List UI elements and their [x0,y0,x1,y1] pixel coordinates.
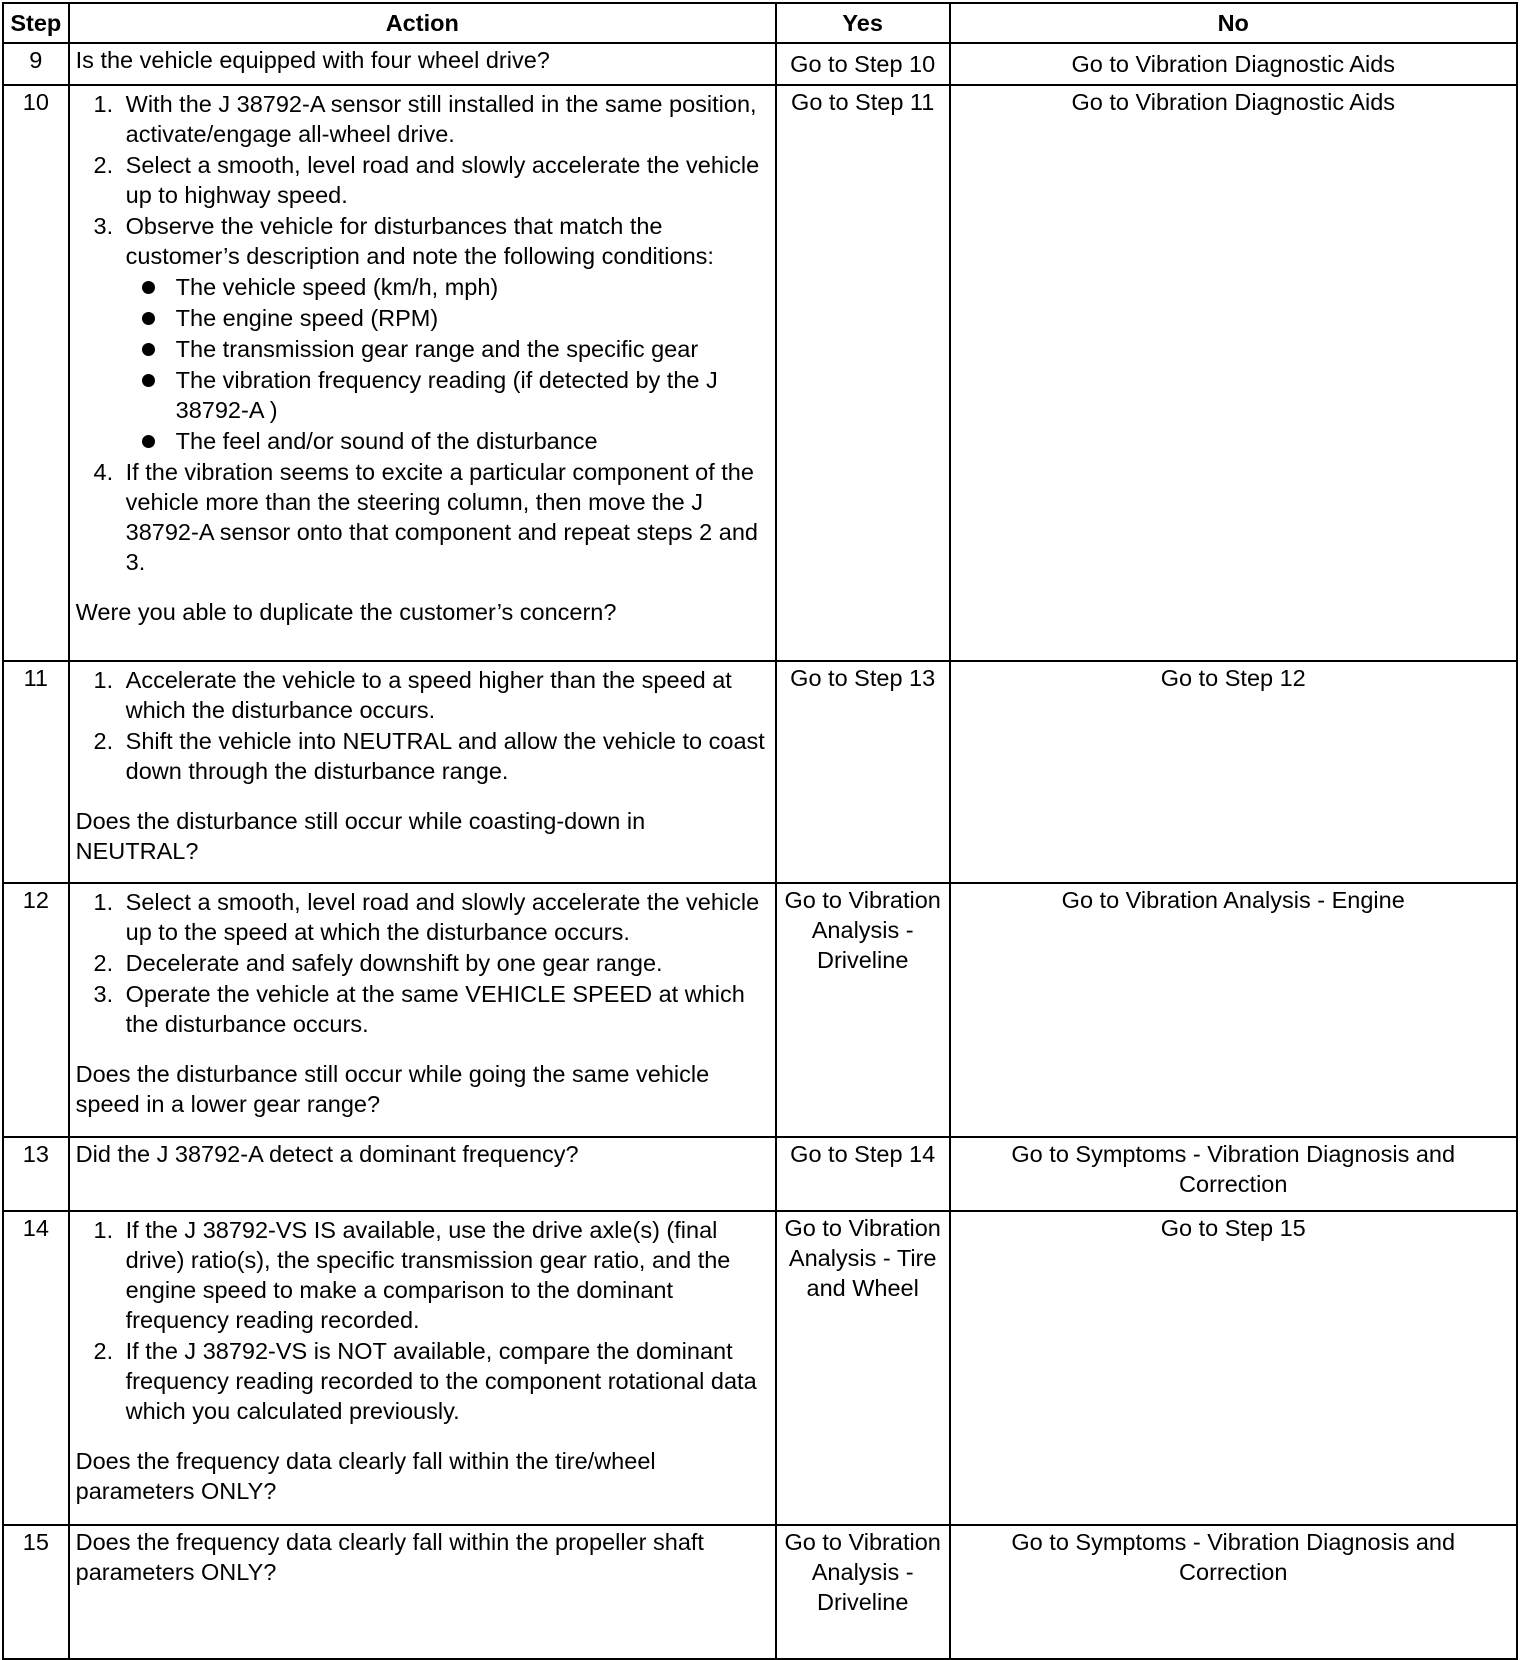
header-step: Step [3,3,69,43]
table-row [3,85,1517,661]
yes-result: Go to Step 10 [776,43,950,85]
no-result: Go to Step 15 [950,1211,1518,1525]
procedure-item: 2. If the J 38792-VS is NOT available, compare the dominant frequency reading recorded to the component rotational data which you calculated previously. [120,1336,769,1426]
step-number: 15 [3,1525,69,1659]
step-number: 11 [3,661,69,883]
yes-result: Go to Vibration Analysis - Driveline [776,883,950,1137]
step-number: 13 [3,1137,69,1211]
no-result: Go to Symptoms - Vibration Diagnosis and Correction [950,1525,1518,1659]
yes-result: Go to Step 11 [776,85,950,661]
table-row [3,43,1517,85]
condition-item: The engine speed (RPM) [168,303,769,333]
procedure-item: 1. Accelerate the vehicle to a speed higher than the speed at which the disturbance occurs. [120,665,769,725]
no-result: Go to Vibration Analysis - Engine [950,883,1518,1137]
condition-item: The vehicle speed (km/h, mph) [168,272,769,302]
no-result: Go to Step 12 [950,661,1518,883]
yes-result: Go to Vibration Analysis - Driveline [776,1525,950,1659]
condition-item: The vibration frequency reading (if detected by the J 38792-A ) [168,365,769,425]
condition-item: The transmission gear range and the specific gear [168,334,769,364]
action-cell [69,883,776,1137]
step-number: 10 [3,85,69,661]
question-text: Does the disturbance still occur while going the same vehicle speed in a lower gear range? [75,1061,710,1117]
procedure-item: 2. Select a smooth, level road and slowly accelerate the vehicle up to highway speed. [120,150,769,210]
step-number: 14 [3,1211,69,1525]
condition-item: The feel and/or sound of the disturbance [168,426,769,456]
no-result: Go to Vibration Diagnostic Aids [950,43,1518,85]
procedure-item: 2. Decelerate and safely downshift by one gear range. [120,948,769,978]
header-row [3,3,1517,43]
action-cell [69,1137,776,1211]
table-row [3,1525,1517,1659]
action-cell [69,661,776,883]
procedure-item [120,211,769,456]
action-cell [69,85,776,661]
step-number: 9 [3,43,69,85]
yes-result: Go to Vibration Analysis - Tire and Wheel [776,1211,950,1525]
procedure-item: 2. Shift the vehicle into NEUTRAL and allow the vehicle to coast down through the disturbance range. [120,726,769,786]
table-row [3,1211,1517,1525]
table-row [3,661,1517,883]
procedure-list [76,665,769,786]
procedure-list [76,89,769,577]
question-text: Is the vehicle equipped with four wheel drive? [75,47,550,73]
procedure-item: 4. If the vibration seems to excite a particular component of the vehicle more than the steering column, then move the J 38792-A sensor onto that component and repeat steps 2 and 3. [120,457,769,577]
procedure-item: 1. Select a smooth, level road and slowly accelerate the vehicle up to the speed at which the disturbance occurs. [120,887,769,947]
procedure-item: 3. Operate the vehicle at the same VEHICLE SPEED at which the disturbance occurs. [120,979,769,1039]
procedure-item: 1. With the J 38792-A sensor still installed in the same position, activate/engage all-wheel drive. [120,89,769,149]
yes-result: Go to Step 14 [776,1137,950,1211]
procedure-list [76,887,769,1039]
action-cell [69,43,776,85]
question-text: Were you able to duplicate the customer’s concern? [75,599,617,625]
question-text: Does the disturbance still occur while coasting-down in NEUTRAL? [75,808,646,864]
no-result: Go to Symptoms - Vibration Diagnosis and Correction [950,1137,1518,1211]
yes-result: Go to Step 13 [776,661,950,883]
question-text: Does the frequency data clearly fall within the tire/wheel parameters ONLY? [75,1448,656,1504]
action-cell [69,1525,776,1659]
procedure-item: 1. If the J 38792-VS IS available, use the drive axle(s) (final drive) ratio(s), the specific transmission gear ratio, and the engine speed to make a comparison to the dominant frequency reading recorded. [120,1215,769,1335]
diagnostic-table [2,2,1518,1660]
header-action: Action [69,3,776,43]
header-yes: Yes [776,3,950,43]
table-row [3,883,1517,1137]
condition-list [126,272,769,456]
table-row [3,1137,1517,1211]
step-number: 12 [3,883,69,1137]
question-text: Does the frequency data clearly fall within the propeller shaft parameters ONLY? [75,1529,704,1585]
procedure-list [76,1215,769,1426]
header-no: No [950,3,1518,43]
action-cell [69,1211,776,1525]
no-result: Go to Vibration Diagnostic Aids [950,85,1518,661]
procedure-item-text: Observe the vehicle for disturbances that match the customer’s description and note the following conditions: [125,213,714,269]
question-text: Did the J 38792-A detect a dominant frequency? [75,1141,579,1167]
